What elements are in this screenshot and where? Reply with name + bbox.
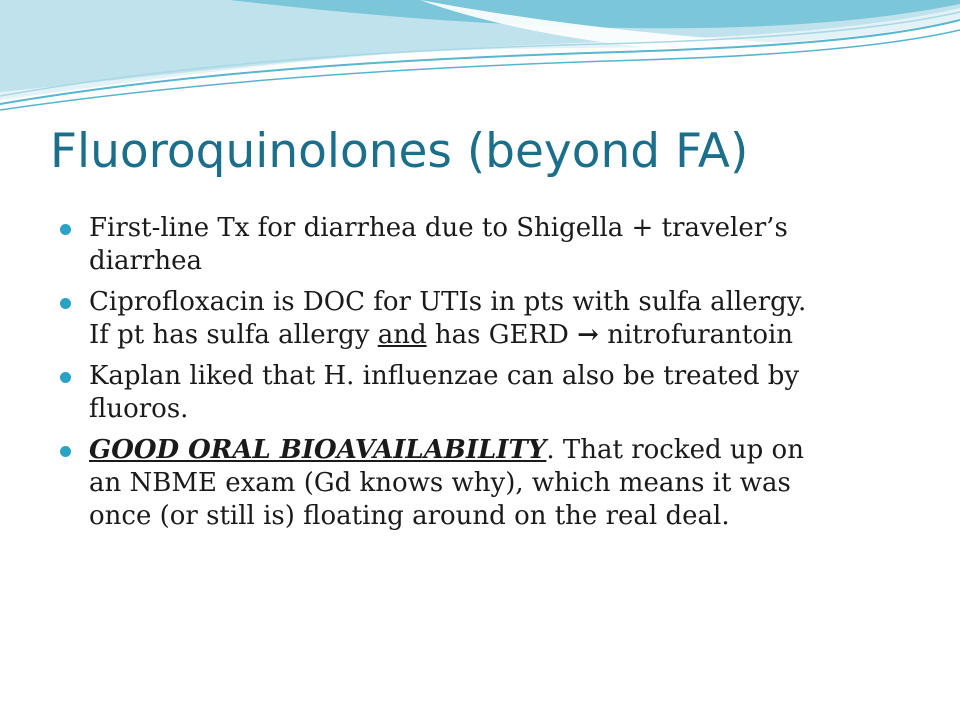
bullet-text-segment: If pt has sulfa allergy: [89, 320, 378, 350]
bullet-dot-icon: [60, 224, 71, 235]
bullet-line: fluoros.: [89, 394, 189, 424]
bullet-line: [89, 434, 920, 467]
bullet-text: [89, 286, 920, 352]
bullet-item-kaplan: [60, 360, 920, 426]
bullet-line: an NBME exam (Gd knows why), which means it was: [89, 468, 791, 498]
underlined-word: and: [377, 320, 427, 350]
bullet-line: First-line Tx for diarrhea due to Shigella + traveler’s: [89, 213, 788, 243]
bullet-dot-icon: [60, 298, 71, 309]
bullet-line: Ciprofloxacin is DOC for UTIs in pts with sulfa allergy.: [89, 287, 807, 317]
bullet-item-first-line-tx: [60, 212, 920, 278]
emphasis-text: GOOD ORAL BIOAVAILABILITY: [89, 435, 547, 465]
bullet-line: once (or still is) floating around on the real deal.: [89, 501, 730, 531]
arrow-right-icon: →: [577, 320, 599, 350]
bullet-line: [89, 319, 920, 352]
slide-title: Fluoroquinolones (beyond FA): [50, 124, 749, 179]
bullet-list: [60, 212, 920, 541]
bullet-text: [89, 212, 920, 278]
bullet-text-segment: nitrofurantoin: [598, 320, 794, 350]
bullet-text-segment: . That rocked up on: [546, 435, 804, 465]
bullet-item-oral-bioavailability: [60, 434, 920, 533]
bullet-text-segment: has GERD: [426, 320, 578, 350]
bullet-line: Kaplan liked that H. influenzae can also be treated by: [89, 361, 800, 391]
bullet-item-ciprofloxacin: [60, 286, 920, 352]
bullet-text: [89, 360, 920, 426]
bullet-dot-icon: [60, 372, 71, 383]
bullet-dot-icon: [60, 446, 71, 457]
bullet-line: diarrhea: [89, 246, 202, 276]
bullet-text: [89, 434, 920, 533]
header-wave-decoration: [0, 0, 960, 130]
